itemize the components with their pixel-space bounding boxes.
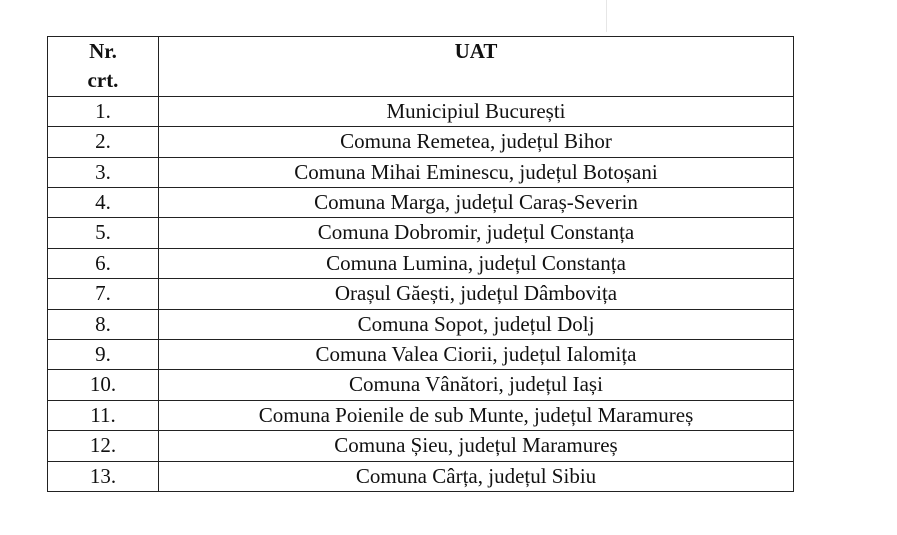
row-uat: Comuna Cârța, județul Sibiu: [159, 461, 794, 491]
header-row: [48, 37, 794, 97]
header-nr-line1: Nr.: [89, 39, 117, 63]
row-number: 6.: [48, 248, 159, 278]
row-number: 11.: [48, 400, 159, 430]
row-uat: Comuna Mihai Eminescu, județul Botoșani: [159, 157, 794, 187]
row-uat: Comuna Remetea, județul Bihor: [159, 127, 794, 157]
table-row: [48, 127, 794, 157]
row-number: 3.: [48, 157, 159, 187]
page-divider-line: [606, 0, 607, 32]
row-uat: Comuna Valea Ciorii, județul Ialomița: [159, 340, 794, 370]
row-uat: Comuna Șieu, județul Maramureș: [159, 431, 794, 461]
table-row: [48, 431, 794, 461]
row-number: 4.: [48, 188, 159, 218]
table-row: [48, 400, 794, 430]
row-number: 2.: [48, 127, 159, 157]
row-number: 12.: [48, 431, 159, 461]
row-uat: Comuna Poienile de sub Munte, județul Maramureș: [159, 400, 794, 430]
row-uat: Comuna Vânători, județul Iași: [159, 370, 794, 400]
table-row: [48, 309, 794, 339]
table-row: [48, 248, 794, 278]
header-nr-line2: crt.: [87, 68, 119, 93]
table-row: [48, 157, 794, 187]
table-row: [48, 279, 794, 309]
row-uat: Comuna Lumina, județul Constanța: [159, 248, 794, 278]
uat-table: [47, 36, 794, 492]
row-uat: Orașul Găești, județul Dâmbovița: [159, 279, 794, 309]
header-nr-crt: [48, 37, 159, 97]
row-number: 8.: [48, 309, 159, 339]
table-row: [48, 370, 794, 400]
table-row: [48, 461, 794, 491]
row-uat: Comuna Dobromir, județul Constanța: [159, 218, 794, 248]
row-uat: Municipiul București: [159, 96, 794, 126]
table-row: [48, 218, 794, 248]
table-header: [48, 37, 794, 97]
table-body: [48, 96, 794, 491]
row-number: 9.: [48, 340, 159, 370]
header-uat: UAT: [159, 37, 794, 97]
row-number: 5.: [48, 218, 159, 248]
row-number: 7.: [48, 279, 159, 309]
table-row: [48, 96, 794, 126]
row-number: 10.: [48, 370, 159, 400]
row-uat: Comuna Sopot, județul Dolj: [159, 309, 794, 339]
table-row: [48, 340, 794, 370]
row-number: 13.: [48, 461, 159, 491]
row-uat: Comuna Marga, județul Caraș-Severin: [159, 188, 794, 218]
table-row: [48, 188, 794, 218]
row-number: 1.: [48, 96, 159, 126]
